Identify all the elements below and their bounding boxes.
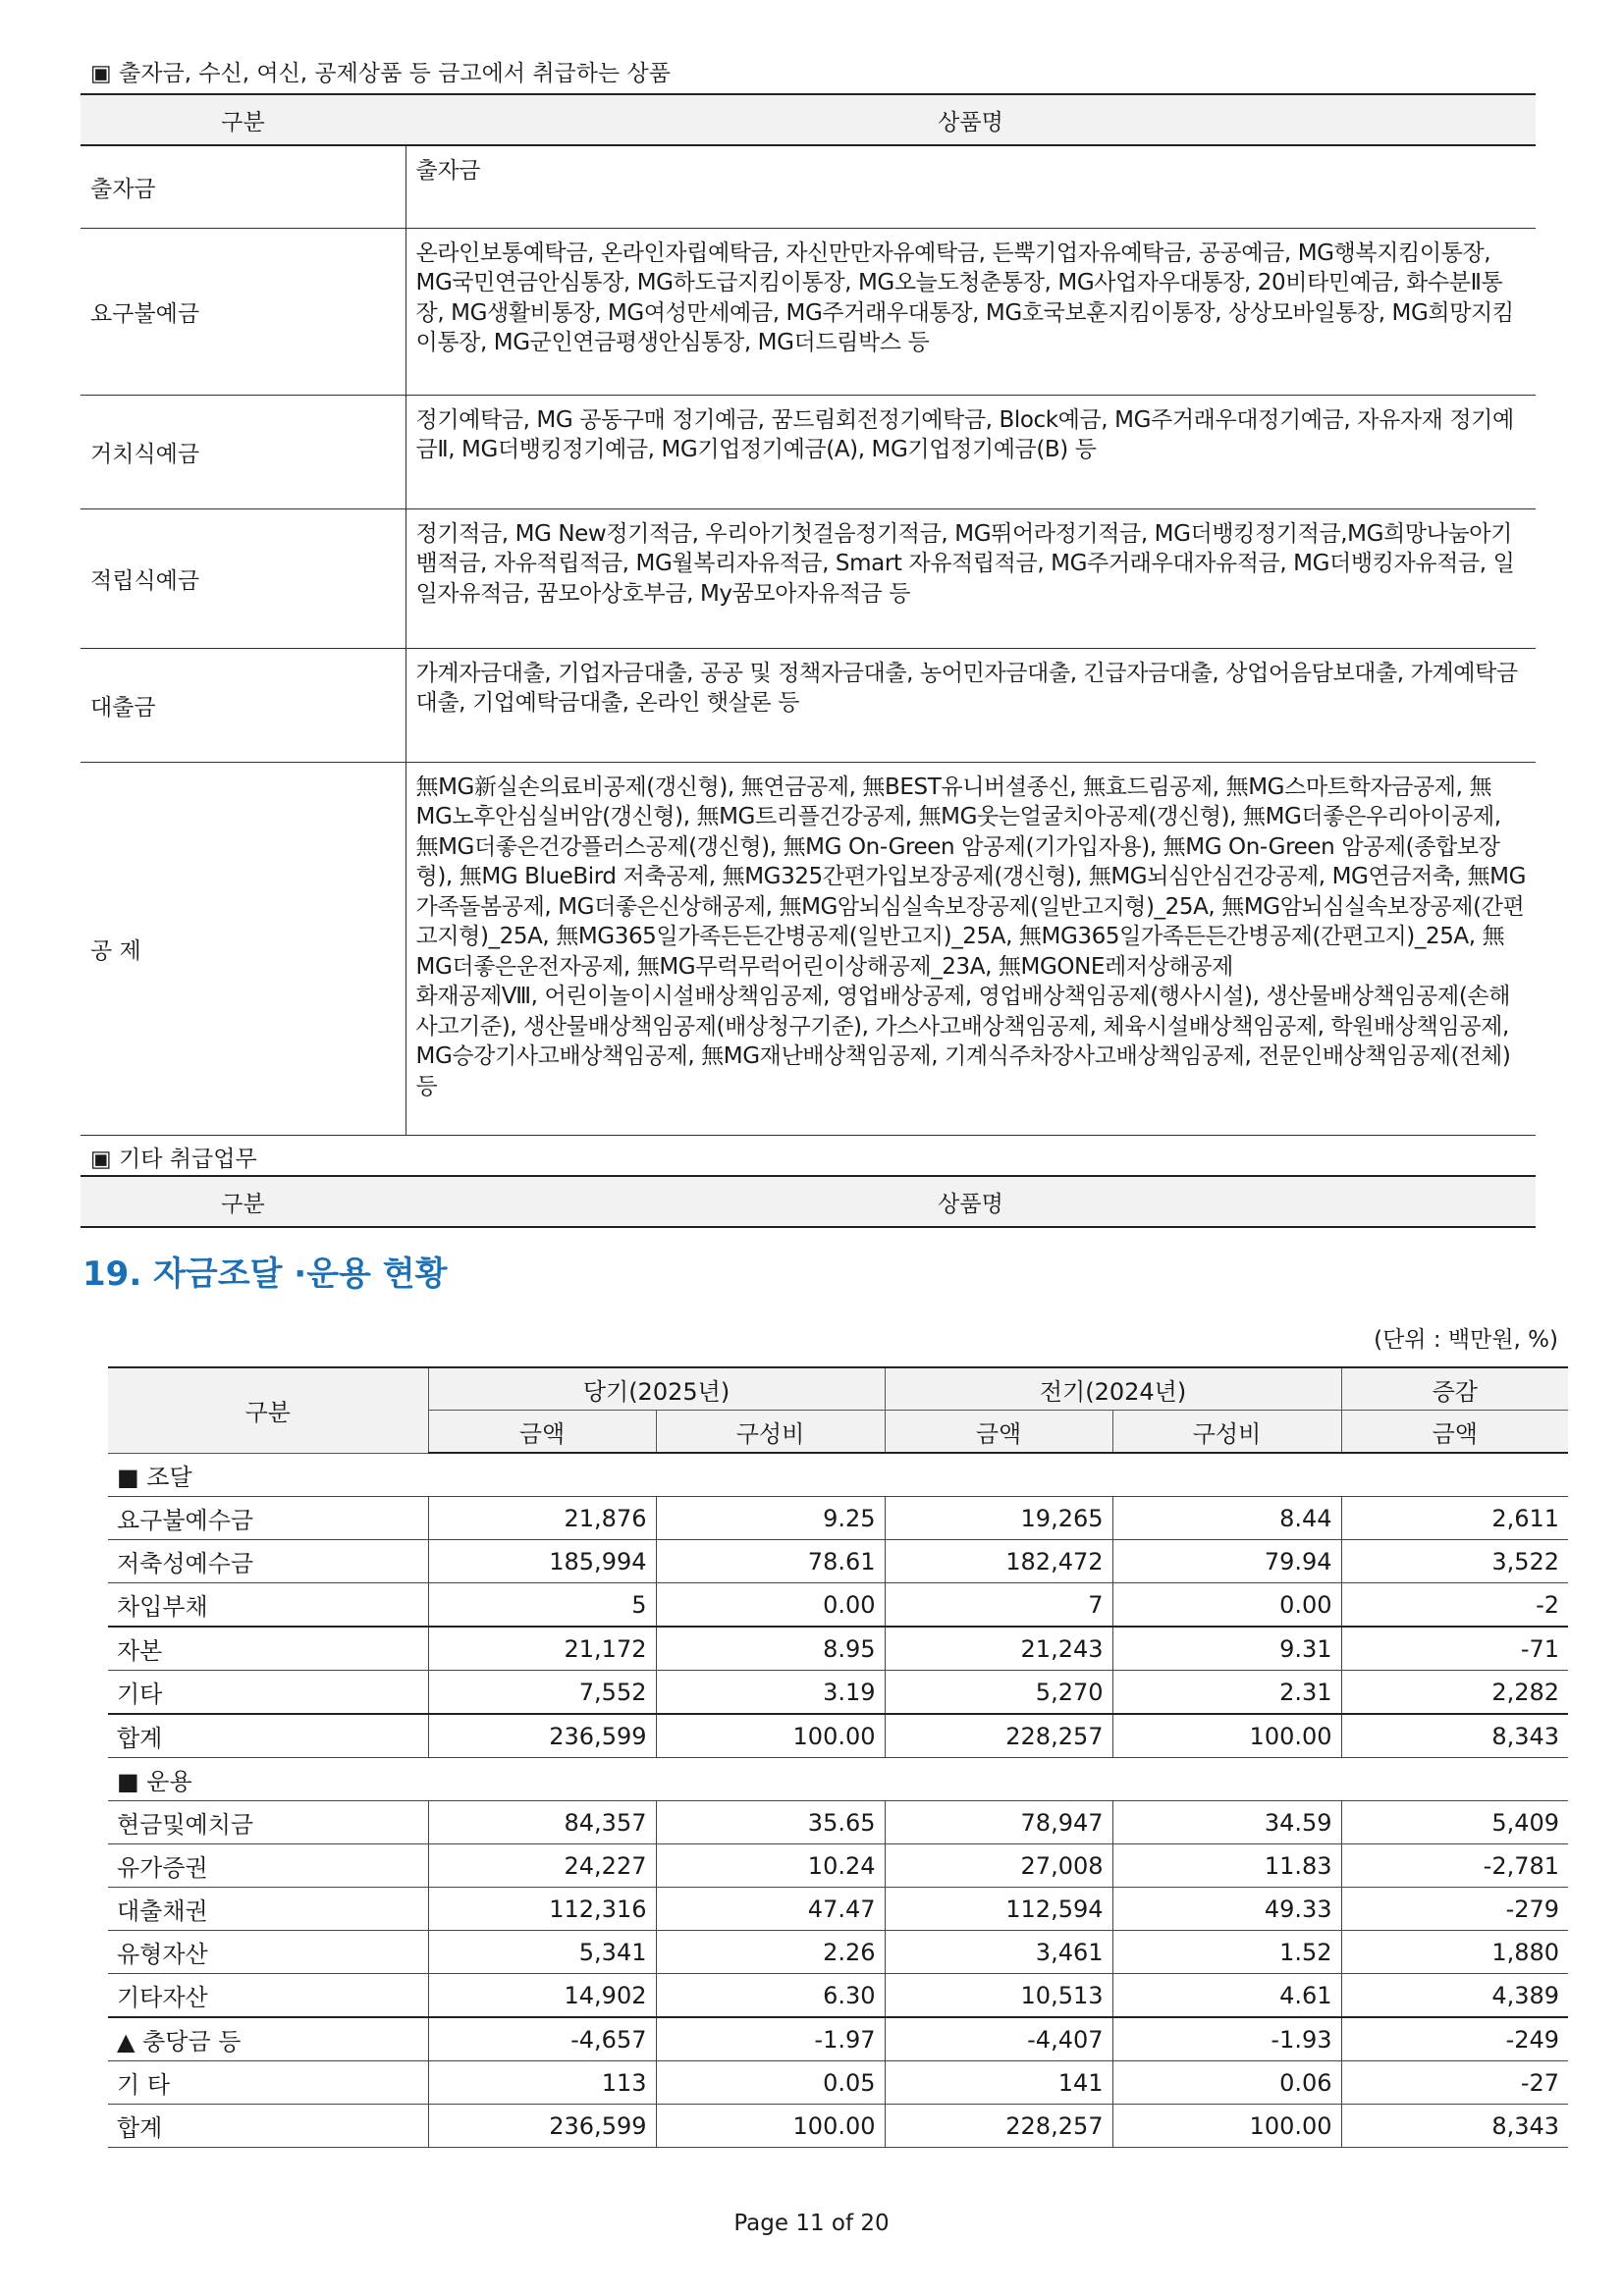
table-row <box>108 1583 1568 1628</box>
cell-value: 185,994 <box>428 1540 656 1583</box>
cell-value: 228,257 <box>885 1714 1112 1758</box>
cell-value: 4,389 <box>1341 1974 1568 2018</box>
cell-value: 10,513 <box>885 1974 1112 2018</box>
cell-value: 112,594 <box>885 1888 1112 1931</box>
cell-value: 8,343 <box>1341 2105 1568 2148</box>
cell-value: -2 <box>1341 1583 1568 1628</box>
header-category: 구분 <box>81 94 406 145</box>
cell-value: -249 <box>1341 2017 1568 2061</box>
cell-value: 35.65 <box>656 1801 885 1844</box>
table-header-row <box>108 1367 1568 1411</box>
row-label: 기타 <box>108 1671 428 1715</box>
cell-value: -1.97 <box>656 2017 885 2061</box>
header-product: 상품명 <box>406 1176 1536 1227</box>
cell-value: 78,947 <box>885 1801 1112 1844</box>
page-footer: Page 11 of 20 <box>733 2211 890 2236</box>
row-category: 출자금 <box>81 145 406 228</box>
group-row <box>108 1453 1568 1497</box>
cell-value: 14,902 <box>428 1974 656 2018</box>
cell-value: 2.31 <box>1112 1671 1341 1715</box>
cell-value: 0.00 <box>1112 1583 1341 1628</box>
row-label: 요구불예수금 <box>108 1497 428 1540</box>
products-extra: 화재공제Ⅷ, 어린이놀이시설배상책임공제, 영업배상공제, 영업배상책임공제(행사시설), 생산물배상책임공제(손해사고기준), 생산물배상책임공제(배상청구기준), 가스사고배상책임공제, 체육시설배상책임공제, 학원배상책임공제, MG승강기사고배상책임공제, 無MG재난배상책임공제, 기계식주차장사고배상책임공제, 전문인배상책임공제(전체)등 <box>415 984 1511 1099</box>
section-title-funding: 19. 자금조달 ·운용 현황 <box>82 1255 448 1294</box>
row-label: 대출채권 <box>108 1888 428 1931</box>
cell-value: 100.00 <box>656 1714 885 1758</box>
cell-value: 3,522 <box>1341 1540 1568 1583</box>
row-label: ▲ 충당금 등 <box>108 2017 428 2061</box>
cell-value: 113 <box>428 2061 656 2105</box>
header-previous: 전기(2024년) <box>885 1367 1341 1411</box>
cell-value: 236,599 <box>428 1714 656 1758</box>
row-label: 저축성예수금 <box>108 1540 428 1583</box>
table-row <box>81 648 1536 762</box>
table-row <box>108 1888 1568 1931</box>
row-label: 합계 <box>108 1714 428 1758</box>
row-category: 거치식예금 <box>81 395 406 508</box>
section-label-products: ▣ 출자금, 수신, 여신, 공제상품 등 금고에서 취급하는 상품 <box>90 61 671 86</box>
cell-value: 7 <box>885 1583 1112 1628</box>
table-row <box>81 145 1536 228</box>
table-row <box>81 228 1536 395</box>
table-row <box>108 1931 1568 1974</box>
row-category: 대출금 <box>81 648 406 762</box>
cell-value: 141 <box>885 2061 1112 2105</box>
cell-value: 79.94 <box>1112 1540 1341 1583</box>
row-label: 유형자산 <box>108 1931 428 1974</box>
row-label: 기타자산 <box>108 1974 428 2018</box>
cell-value: 182,472 <box>885 1540 1112 1583</box>
row-label: 유가증권 <box>108 1844 428 1888</box>
table-header-row <box>81 94 1536 145</box>
other-table <box>81 1175 1536 1228</box>
cell-value: 8.95 <box>656 1627 885 1671</box>
cell-value: 236,599 <box>428 2105 656 2148</box>
cell-value: 84,357 <box>428 1801 656 1844</box>
cell-value: 47.47 <box>656 1888 885 1931</box>
table-row <box>108 1627 1568 1671</box>
cell-value: 6.30 <box>656 1974 885 2018</box>
products-main: 無MG新실손의료비공제(갱신형), 無연금공제, 無BEST유니버셜종신, 無효드림공제, 無MG스마트학자금공제, 無MG노후안심실버암(갱신형), 無MG트리플건강공제, 無MG웃는얼굴치아공제(갱신형), 無MG더좋은우리아이공제, 無MG더좋은건강플러스공제(갱신형), 無MG On-Green 암공제(기가입자용), 無MG On-Green 암공제(종합보장형), 無MG BlueBird 저축공제, 無MG325간편가입보장공제(갱신형), 無MG뇌심안심건강공제, MG연금저축, 無MG가족돌봄공제, MG더좋은신상해공제, 無MG암뇌심실속보장공제(일반고지형)_25A, 無MG암뇌심실속보장공제(간편고지형)_25A, 無MG365일가족든든간병공제(일반고지)_25A, 無MG365일가족든든간병공제(간편고지)_25A, 無MG더좋은운전자공제, 無MG무럭무럭어린이상해공제_23A, 無MGONE레저상해공제 <box>415 774 1527 980</box>
table-row <box>108 1801 1568 1844</box>
row-products: 정기적금, MG New정기적금, 우리아기첫걸음정기적금, MG뛰어라정기적금, MG더뱅킹정기적금,MG희망나눔아기뱀적금, 자유적립적금, MG월복리자유적금, Smart 자유적립적금, MG주거래우대자유적금, MG더뱅킹자유적금, 일일자유적금, 꿈모아상호부금, My꿈모아자유적금 등 <box>406 508 1536 648</box>
table-row <box>81 508 1536 648</box>
cell-value: 2,282 <box>1341 1671 1568 1715</box>
cell-value: -279 <box>1341 1888 1568 1931</box>
header-category: 구분 <box>108 1367 428 1453</box>
cell-value: 8,343 <box>1341 1714 1568 1758</box>
table-row <box>108 1540 1568 1583</box>
cell-value: 9.25 <box>656 1497 885 1540</box>
cell-value: 5,270 <box>885 1671 1112 1715</box>
row-products: 정기예탁금, MG 공동구매 정기예금, 꿈드림회전정기예탁금, Block예금, MG주거래우대정기예금, 자유자재 정기예금Ⅱ, MG더뱅킹정기예금, MG기업정기예금(A), MG기업정기예금(B) 등 <box>406 395 1536 508</box>
cell-value: 0.05 <box>656 2061 885 2105</box>
row-products <box>406 762 1536 1135</box>
row-category: 요구불예금 <box>81 228 406 395</box>
table-row <box>108 1714 1568 1758</box>
cell-value: -4,407 <box>885 2017 1112 2061</box>
table-row <box>108 2105 1568 2148</box>
cell-value: 0.00 <box>656 1583 885 1628</box>
row-label: 합계 <box>108 2105 428 2148</box>
cell-value: 21,876 <box>428 1497 656 1540</box>
cell-value: 100.00 <box>1112 2105 1341 2148</box>
cell-value: 21,172 <box>428 1627 656 1671</box>
table-row <box>81 762 1536 1135</box>
cell-value: 100.00 <box>656 2105 885 2148</box>
row-products: 가계자금대출, 기업자금대출, 공공 및 정책자금대출, 농어민자금대출, 긴급자금대출, 상업어음담보대출, 가계예탁금대출, 기업예탁금대출, 온라인 햇살론 등 <box>406 648 1536 762</box>
cell-value: 4.61 <box>1112 1974 1341 2018</box>
cell-value: -27 <box>1341 2061 1568 2105</box>
row-label: 자본 <box>108 1627 428 1671</box>
cell-value: 5,341 <box>428 1931 656 1974</box>
table-row <box>108 2061 1568 2105</box>
cell-value: 0.06 <box>1112 2061 1341 2105</box>
header-change: 증감 <box>1341 1367 1568 1411</box>
cell-value: 34.59 <box>1112 1801 1341 1844</box>
table-header-row <box>81 1176 1536 1227</box>
header-ratio: 구성비 <box>1112 1411 1341 1454</box>
cell-value: 3.19 <box>656 1671 885 1715</box>
cell-value: 8.44 <box>1112 1497 1341 1540</box>
row-label: 현금및예치금 <box>108 1801 428 1844</box>
cell-value: 1,880 <box>1341 1931 1568 1974</box>
cell-value: 2.26 <box>656 1931 885 1974</box>
cell-value: 228,257 <box>885 2105 1112 2148</box>
cell-value: 27,008 <box>885 1844 1112 1888</box>
cell-value: -1.93 <box>1112 2017 1341 2061</box>
cell-value: 19,265 <box>885 1497 1112 1540</box>
unit-label: (단위 : 백만원, %) <box>1374 1327 1558 1353</box>
header-current: 당기(2025년) <box>428 1367 885 1411</box>
funding-table-body <box>108 1453 1568 2148</box>
table-row <box>108 1671 1568 1715</box>
row-products: 온라인보통예탁금, 온라인자립예탁금, 자신만만자유예탁금, 든뿍기업자유예탁금, 공공예금, MG행복지킴이통장, MG국민연금안심통장, MG하도급지킴이통장, MG오늘도청춘통장, MG사업자우대통장, 20비타민예금, 화수분Ⅱ통장, MG생활비통장, MG여성만세예금, MG주거래우대통장, MG호국보훈지킴이통장, 상상모바일통장, MG희망지킴이통장, MG군인연금평생안심통장, MG더드림박스 등 <box>406 228 1536 395</box>
cell-value: 112,316 <box>428 1888 656 1931</box>
cell-value: 5,409 <box>1341 1801 1568 1844</box>
table-row <box>108 1844 1568 1888</box>
row-label: 차입부채 <box>108 1583 428 1628</box>
cell-value: -4,657 <box>428 2017 656 2061</box>
cell-value: 5 <box>428 1583 656 1628</box>
cell-value: -71 <box>1341 1627 1568 1671</box>
header-amount: 금액 <box>1341 1411 1568 1454</box>
table-row <box>108 1497 1568 1540</box>
cell-value: 100.00 <box>1112 1714 1341 1758</box>
section-label-other: ▣ 기타 취급업무 <box>90 1147 257 1172</box>
cell-value: 2,611 <box>1341 1497 1568 1540</box>
row-products: 출자금 <box>406 145 1536 228</box>
cell-value: 1.52 <box>1112 1931 1341 1974</box>
row-category: 적립식예금 <box>81 508 406 648</box>
row-label: 기 타 <box>108 2061 428 2105</box>
header-product: 상품명 <box>406 94 1536 145</box>
table-row <box>108 2017 1568 2061</box>
cell-value: 78.61 <box>656 1540 885 1583</box>
header-amount: 금액 <box>885 1411 1112 1454</box>
cell-value: 49.33 <box>1112 1888 1341 1931</box>
header-ratio: 구성비 <box>656 1411 885 1454</box>
cell-value: -2,781 <box>1341 1844 1568 1888</box>
table-row <box>108 1974 1568 2018</box>
header-amount: 금액 <box>428 1411 656 1454</box>
group-row <box>108 1758 1568 1801</box>
funding-table <box>108 1366 1568 2148</box>
procurement-group-label: ■ 조달 <box>108 1453 1568 1497</box>
cell-value: 21,243 <box>885 1627 1112 1671</box>
operation-group-label: ■ 운용 <box>108 1758 1568 1801</box>
cell-value: 9.31 <box>1112 1627 1341 1671</box>
cell-value: 11.83 <box>1112 1844 1341 1888</box>
row-category: 공 제 <box>81 762 406 1135</box>
table-row <box>81 395 1536 508</box>
header-category: 구분 <box>81 1176 406 1227</box>
cell-value: 24,227 <box>428 1844 656 1888</box>
products-table <box>81 93 1536 1136</box>
cell-value: 3,461 <box>885 1931 1112 1974</box>
cell-value: 10.24 <box>656 1844 885 1888</box>
cell-value: 7,552 <box>428 1671 656 1715</box>
